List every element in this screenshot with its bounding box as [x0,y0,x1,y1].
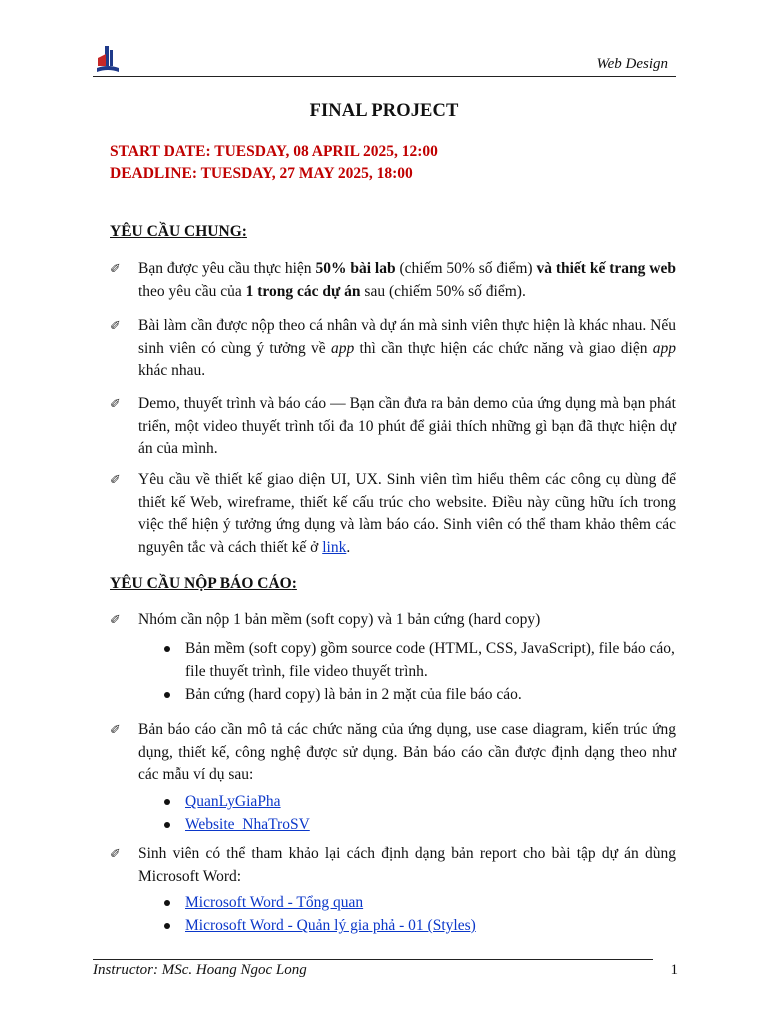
footer-divider [93,959,653,960]
header-divider [93,76,676,77]
page-title: FINAL PROJECT [309,101,459,121]
bullet-dot [164,923,170,929]
bullet-dot [164,822,170,828]
arrow-pen-icon: ✐ [110,613,121,628]
bullet-dot [164,692,170,698]
section-heading-general: YÊU CẦU CHUNG: [110,223,247,240]
arrow-pen-icon: ✐ [110,319,121,334]
start-date: START DATE: TUESDAY, 08 APRIL 2025, 12:00 [110,143,438,160]
design-principles-link[interactable]: link [322,538,347,556]
list-item-hard-copy: Bản cứng (hard copy) là bản in 2 mặt của file báo cáo. [164,684,676,707]
header-title: Web Design [596,56,668,72]
word-overview-link[interactable]: Microsoft Word - Tổng quan [185,894,364,911]
word-styles-link[interactable]: Microsoft Word - Quản lý gia phả - 01 (Styles) [185,917,476,934]
general-requirement-3: ✐ Demo, thuyết trình và báo cáo — Bạn cần đưa ra bản demo của ứng dụng mà bạn phát triển, một video thuyết trình tối đa 10 phút để giải thích những gì bạn đã thực hiện dự án của mình. [110,395,676,457]
list-item-link-word-overview [164,892,676,915]
list-item-link-nhatrosv [164,814,676,837]
general-requirement-4: ✐ Yêu cầu về thiết kế giao diện UI, UX. Sinh viên tìm hiểu thêm các công cụ dùng để thiết kế Web, wireframe, thiết kế cấu trúc cho website. Điều này cũng hữu ích trong việc thể hiện ý tưởng ứng dụng và làm báo cáo. Sinh viên có thể tham khảo thêm các nguyên tắc và cách thiết kế ở link. [110,471,676,556]
university-logo-icon [95,44,121,76]
quanlygiapha-link[interactable]: QuanLyGiaPha [185,793,281,810]
general-requirement-1: ✐ Bạn được yêu cầu thực hiện 50% bài lab (chiếm 50% số điểm) và thiết kế trang web theo yêu cầu của 1 trong các dự án sau (chiếm 50% số điểm). [110,260,676,300]
bullet-dot [164,646,170,652]
list-item-link-word-styles [164,915,676,938]
arrow-pen-icon: ✐ [110,473,121,488]
list-item-link-quanlygiapha [164,791,676,814]
bullet-dot [164,900,170,906]
deadline: DEADLINE: TUESDAY, 27 MAY 2025, 18:00 [110,165,413,182]
footer-instructor: Instructor: MSc. Hoang Ngoc Long [93,962,307,978]
report-requirement-2: ✐ Bản báo cáo cần mô tả các chức năng của ứng dụng, use case diagram, kiến trúc ứng dụng, thiết kế, công nghệ được sử dụng. Bản báo cáo cần được định dạng theo như các mẫu ví dụ sau: [110,721,676,783]
arrow-pen-icon: ✐ [110,847,121,862]
section-heading-report: YÊU CẦU NỘP BÁO CÁO: [110,575,297,592]
website-nhatrosv-link[interactable]: Website_NhaTroSV [185,816,310,833]
arrow-pen-icon: ✐ [110,262,121,277]
page-number: 1 [670,962,678,978]
arrow-pen-icon: ✐ [110,397,121,412]
general-requirement-2: ✐ Bài làm cần được nộp theo cá nhân và dự án mà sinh viên thực hiện là khác nhau. Nếu sinh viên có cùng ý tưởng về app thì cần thực hiện các chức năng và giao diện app khác nhau. [110,317,676,379]
arrow-pen-icon: ✐ [110,723,121,738]
bullet-dot [164,799,170,805]
report-requirement-1: ✐ Nhóm cần nộp 1 bản mềm (soft copy) và 1 bản cứng (hard copy) [110,609,676,632]
list-item-soft-copy: Bản mềm (soft copy) gồm source code (HTML, CSS, JavaScript), file báo cáo, file thuyết trình, file video thuyết trình. [164,638,676,683]
report-requirement-3: ✐ Sinh viên có thể tham khảo lại cách định dạng bản report cho bài tập dự án dùng Microsoft Word: [110,845,676,885]
